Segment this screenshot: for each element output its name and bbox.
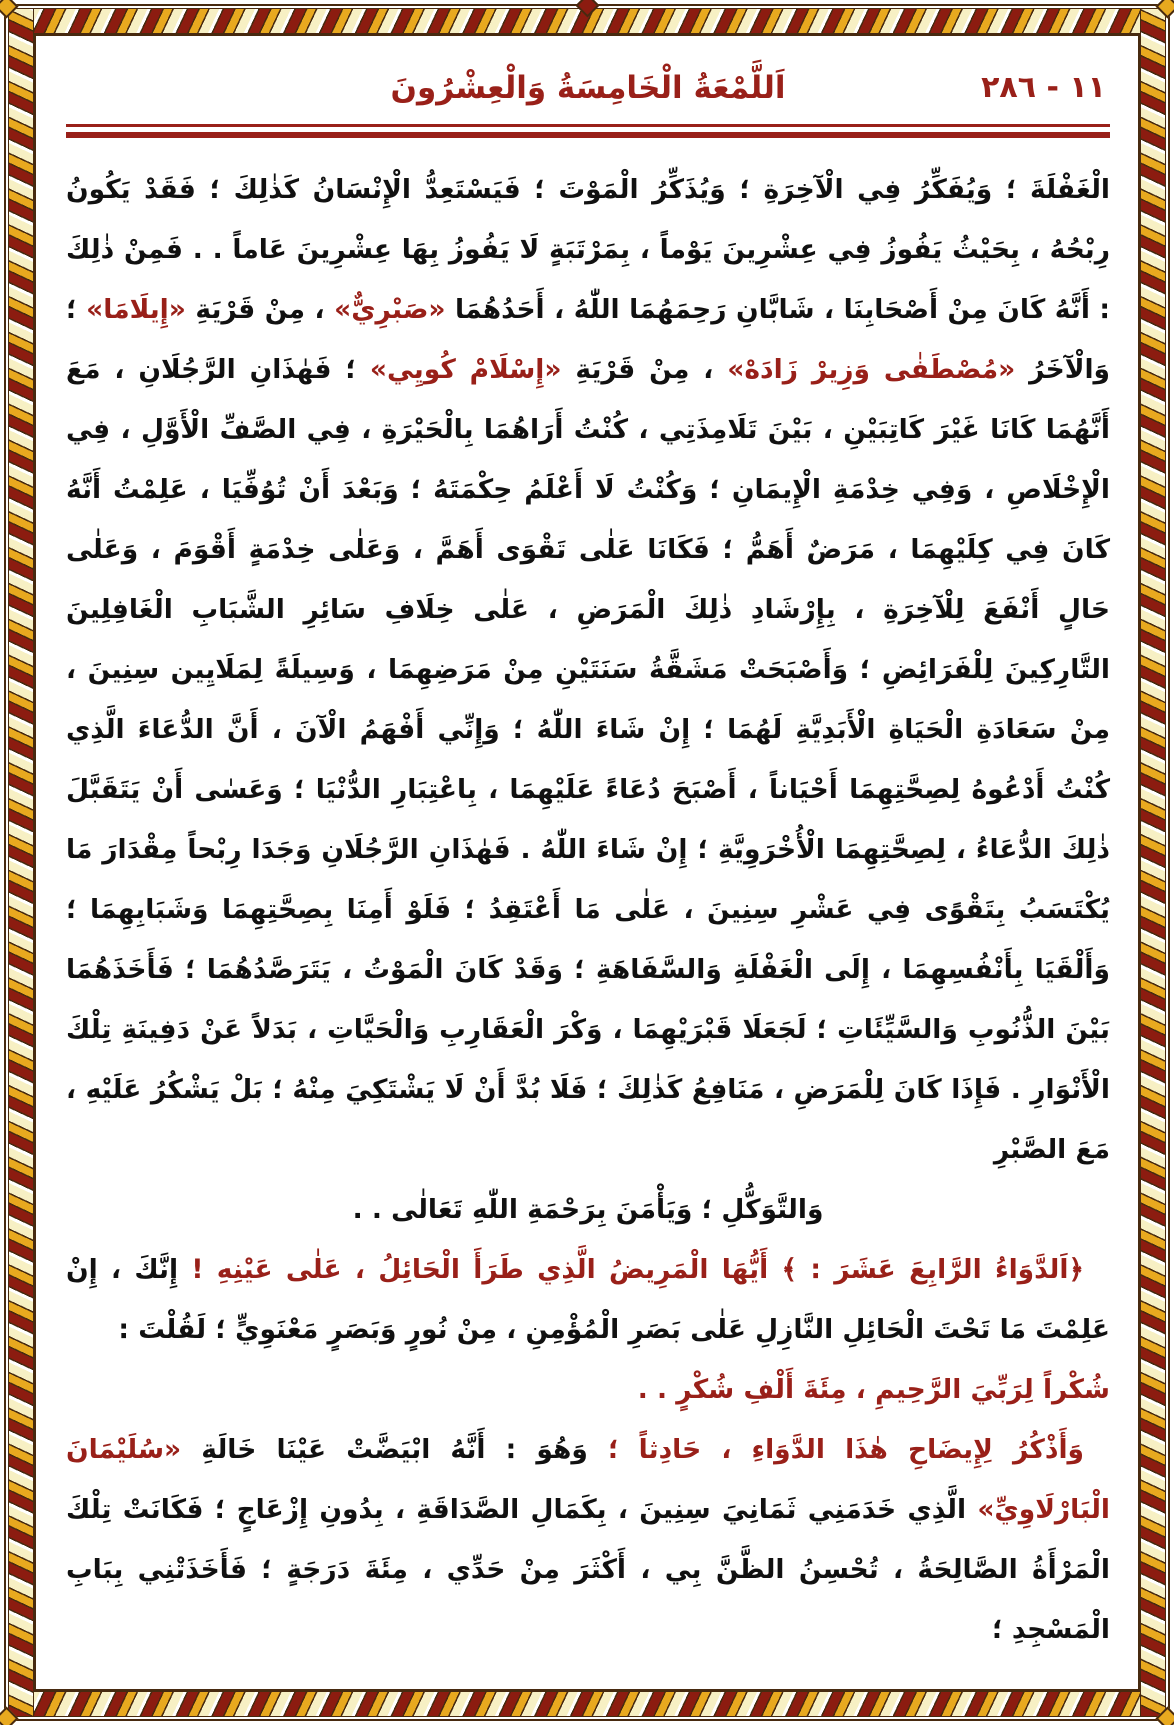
page-number: ٢٨٦ - ١١	[981, 70, 1106, 105]
paragraph-closing-line	[66, 1180, 1110, 1240]
text-segment: وَهُوَ : أَنَّهُ ابْيَضَّتْ عَيْنَا خَالَةِ	[181, 1434, 588, 1465]
frame-pattern-right	[1140, 8, 1166, 1717]
page-content	[42, 40, 1134, 1681]
highlight-village-ilama: «إِيلَامَا»	[86, 294, 186, 325]
highlight-village-islamkoy: «إِسْلَامْ كُويِي»	[369, 354, 562, 385]
text-segment: ، مِنْ قَرْيَةِ	[561, 354, 714, 385]
frame-pattern-top	[8, 8, 1166, 34]
text-segment: الَّذِي خَدَمَنِي ثَمَانِيَ سِنِينَ ، بِكَمَالِ الصَّدَاقَةِ ، بِدُونِ إِزْعَاجٍ ؛ فَكَانَتْ تِلْكَ الْمَرْأَةُ الصَّالِحَةُ ، تُحْسِنُ الظَّنَّ بِي ، أَكْثَرَ مِنْ حَدِّي ، مِئَةَ دَرَجَةٍ ؛ فَأَخَذَتْنِي بِبَابِ الْمَسْجِدِ ؛	[66, 1494, 1110, 1645]
paragraph-anecdote	[66, 1420, 1110, 1660]
anecdote-intro: وَأَذْكُرُ لِإِيضَاحِ هٰذَا الدَّوَاءِ ، حَادِثاً ؛	[587, 1434, 1084, 1465]
thanks-text: شُكْراً لِرَبِّيَ الرَّحِيمِ ، مِئَةَ أَلْفِ شُكْرٍ . .	[637, 1374, 1110, 1405]
page-title: اَللَّمْعَةُ الْخَامِسَةُ وَالْعِشْرُونَ	[390, 70, 786, 106]
page-header	[66, 62, 1110, 114]
frame-pattern-bottom	[8, 1691, 1166, 1717]
text-segment: إِنَّكَ ، إِنْ عَلِمْتَ مَا تَحْتَ الْحَائِلِ النَّازِلِ عَلٰى بَصَرِ الْمُؤْمِنِ ، مِنْ نُورٍ وَبَصَرٍ مَعْنَوِيٍّ ؛ لَقُلْتَ :	[66, 1254, 1110, 1345]
text-segment: ؛ وَالْآخَرُ	[66, 294, 1111, 385]
body-text	[66, 160, 1110, 1660]
remedy-heading: ﴿اَلدَّوَاءُ الرَّابِعَ عَشَرَ : ﴾	[768, 1254, 1084, 1285]
text-segment: ، مِنْ قَرْيَةِ	[185, 294, 325, 325]
header-divider	[66, 124, 1110, 138]
text-segment: وَالتَّوَكُّلِ ؛ وَيَأْمَنَ بِرَحْمَةِ اللّٰهِ تَعَالٰى . .	[352, 1194, 824, 1225]
highlight-name-sabri: «صَبْرِيٌّ»	[334, 294, 446, 325]
text-segment: ؛ فَهٰذَانِ الرَّجُلَانِ ، مَعَ أَنَّهُمَا كَانَا غَيْرَ كَاتِبَيْنِ ، بَيْنَ تَلَامِذَتِي ، كُنْتُ أَرَاهُمَا بِالْحَيْرَةِ ، فِي الصَّفِّ الْأَوَّلِ ، فِي الْإِخْلَاصِ ، وَفِي خِدْمَةِ الْإِيمَانِ ؛ وَكُنْتُ لَا أَعْلَمُ حِكْمَتَهُ ؛ وَبَعْدَ أَنْ تُوُفِّيَا ، عَلِمْتُ أَنَّهُ كَانَ فِي كِلَيْهِمَا ، مَرَضٌ أَهَمُّ ؛ فَكَانَا عَلٰى تَقْوَى أَهَمَّ ، وَعَلٰى خِدْمَةٍ أَقْوَمَ ، وَعَلٰى حَالٍ أَنْفَعَ لِلْآخِرَةِ ، بِإِرْشَادِ ذٰلِكَ الْمَرَضِ ، عَلٰى خِلَافِ سَائِرِ الشَّبَابِ الْغَافِلِينَ التَّارِكِينَ لِلْفَرَائِضِ ؛ وَأَصْبَحَتْ مَشَقَّةُ سَنَتَيْنِ مِنْ مَرَضِهِمَا ، وَسِيلَةً لِمَلَايِين سِنِينَ ، مِنْ سَعَادَةِ الْحَيَاةِ الْأَبَدِيَّةِ لَهُمَا ؛ إِنْ شَاءَ اللّٰهُ ؛ وَإِنِّي أَفْهَمُ الْآنَ ، أَنَّ الدُّعَاءَ الَّذِي كُنْتُ أَدْعُوهُ لِصِحَّتِهِمَا أَحْيَاناً ، أَصْبَحَ دُعَاءً عَلَيْهِمَا ، بِاعْتِبَارِ الدُّنْيَا ؛ وَعَسٰى أَنْ يَتَقَبَّلَ ذٰلِكَ الدُّعَاءُ ، لِصِحَّتِهِمَا الْأُخْرَوِيَّةِ ؛ إِنْ شَاءَ اللّٰهُ . فَهٰذَانِ الرَّجُلَانِ وَجَدَا رِبْحاً مِقْدَارَ مَا يُكْتَسَبُ بِتَقْوًى فِي عَشْرِ سِنِينَ ، عَلٰى مَا أَعْتَقِدُ ؛ فَلَوْ أَمِنَا بِصِحَّتِهِمَا وَشَبَابِهِمَا ؛ وَأَلْقَيَا بِأَنْفُسِهِمَا ، إِلَى الْغَفْلَةِ وَالسَّفَاهَةِ ؛ وَقَدْ كَانَ الْمَوْتُ ، يَتَرَصَّدُهُمَا ؛ فَأَخَذَهُمَا بَيْنَ الذُّنُوبِ وَالسَّيِّئَاتِ ؛ لَجَعَلَا قَبْرَيْهِمَا ، وَكْرَ الْعَقَارِبِ وَالْحَيَّاتِ ، بَدَلاً عَنْ دَفِينَةِ تِلْكَ الْأَنْوَارِ . فَإِذَا كَانَ لِلْمَرَضِ ، مَنَافِعُ كَذٰلِكَ ؛ فَلَا بُدَّ أَنْ لَا يَشْتَكِيَ مِنْهُ ؛ بَلْ يَشْكُرُ عَلَيْهِ ، مَعَ الصَّبْرِ	[66, 354, 1110, 1165]
paragraph-thanks-line	[66, 1360, 1110, 1420]
paragraph-fourteenth-remedy	[66, 1240, 1110, 1360]
highlight-name-suleyman-barlawi: «سُلَيْمَانَ الْبَارْلَاوِيِّ»	[66, 1434, 1110, 1525]
frame-pattern-left	[8, 8, 34, 1717]
highlight-name-mustafa-vezirzade: «مُصْطَفٰى وَزِيرْ زَادَهْ»	[727, 354, 1016, 385]
text-segment: الْغَفْلَةَ ؛ وَيُفَكِّرُ فِي الْآخِرَةِ ؛ وَيُذَكِّرُ الْمَوْتَ ؛ فَيَسْتَعِدُّ الْإِنْسَانُ كَذٰلِكَ ؛ فَقَدْ يَكُونُ رِبْحُهُ ، بِحَيْثُ يَفُوزُ فِي عِشْرِينَ يَوْماً ، بِمَرْتَبَةٍ لَا يَفُوزُ بِهَا عِشْرِينَ عَاماً . . فَمِنْ ذٰلِكَ : أَنَّهُ كَانَ مِنْ أَصْحَابِنَا ، شَابَّانِ رَحِمَهُمَا اللّٰهُ ، أَحَدُهُمَا	[66, 174, 1111, 325]
paragraph-illness-benefits	[66, 160, 1110, 1180]
remedy-address: أَيُّهَا الْمَرِيضُ الَّذِي طَرَأَ الْحَائِلُ ، عَلٰى عَيْنِهِ !	[178, 1254, 769, 1285]
